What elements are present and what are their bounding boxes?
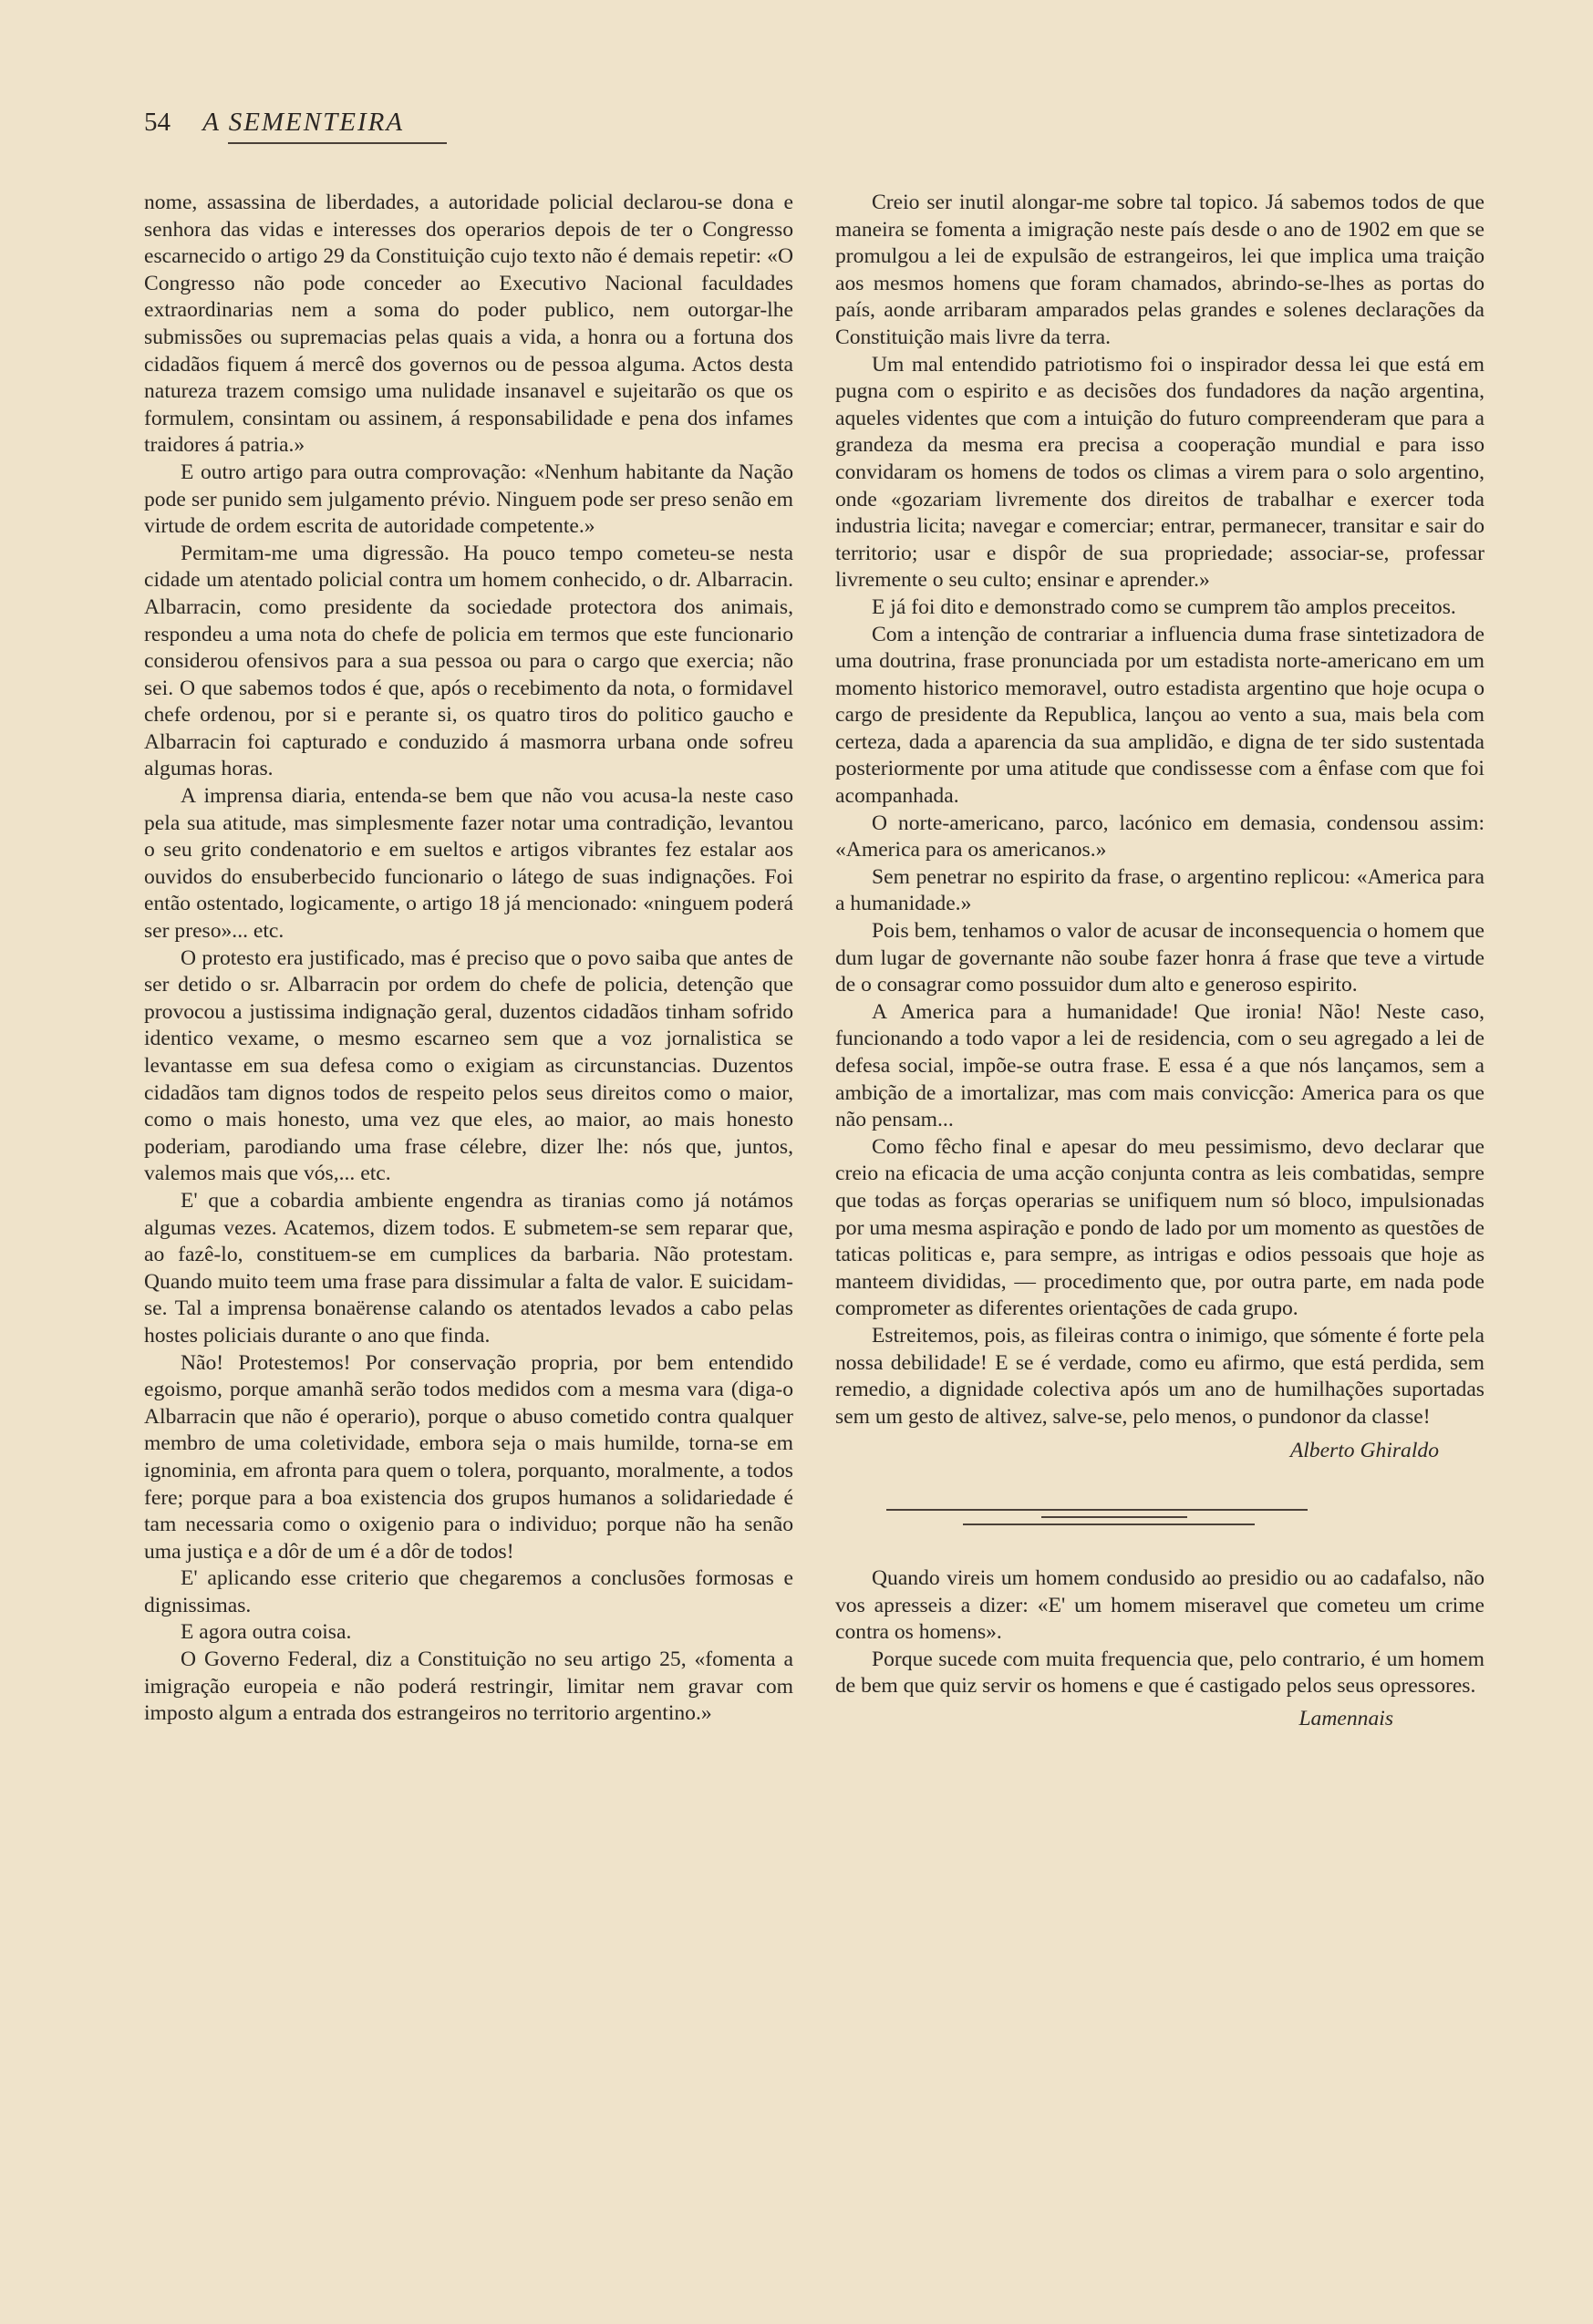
divider-line xyxy=(886,1509,1308,1511)
page-number: 54 xyxy=(144,108,171,137)
quote-paragraph: Quando vireis um homem condusido ao presidio ou ao cadafalso, não vos apresseis a dizer: «E' um homem miseravel que cometeu um crime contra os homens». xyxy=(835,1565,1484,1645)
paragraph: A America para a humanidade! Que ironia! Não! Neste caso, funcionando a todo vapor a lei de residencia, com o seu agregado a lei de defesa social, impõe-se outra frase. E essa é a que nós lançamos, sem a ambição de a imortalizar, mas com mais convicção: America para os que não pensam... xyxy=(835,999,1484,1132)
paragraph: A imprensa diaria, entenda-se bem que não vou acusa-la neste caso pela sua atitude, mas simplesmente fazer notar uma contradição, levantou o seu grito condenatorio e em sueltos e artigos vibrantes fez estalar aos ouvidos do ensuberbecido funcionario o látego de suas indignações. Foi então ostentado, logicamente, o artigo 18 já mencionado: «ninguem poderá ser preso»... etc. xyxy=(144,784,793,944)
section-divider xyxy=(835,1491,1484,1545)
quote-paragraph: Porque sucede com muita frequencia que, pelo contrario, é um homem de bem que quiz servir os homens e que é castigado pelos seus opressores. xyxy=(835,1647,1484,1699)
paragraph: Permitam-me uma digressão. Ha pouco tempo cometeu-se nesta cidade um atentado policial contra um homem conhecido, o dr. Albarracin. Albarracin, como presidente da sociedade protectora dos animais, respondeu a uma nota do chefe de policia em termos que este funcionario considerou ofensivos para a sua pessoa ou para o cargo que exercia; não sei. O que sabemos todos é que, após o recebimento da nota, o formidavel chefe ordenou, por si e perante si, os quatro tiros do politico gaucho e Albarracin foi capturado e conduzido á masmorra urbana onde sofreu algumas horas. xyxy=(144,541,793,781)
journal-title: A SEMENTEIRA xyxy=(202,108,405,137)
paragraph: Com a intenção de contrariar a influencia duma frase sintetizadora de uma doutrina, frase pronunciada por um estadista norte-americano em um momento historico memoravel, outro estadista argentino que hoje ocupa o cargo de presidente da Republica, lançou ao vento a sua, mais bela com certeza, dada a aparencia da sua amplidão, e digna de ter sido sustentada posteriormente por uma atitude que condissesse com a ênfase com que foi acompanhada. xyxy=(835,622,1484,809)
quote-signature: Lamennais xyxy=(1298,1706,1393,1730)
author-signature: Alberto Ghiraldo xyxy=(1289,1439,1439,1463)
paragraph: Não! Protestemos! Por conservação propria, por bem entendido egoismo, porque amanhã serão todos medidos com a mesma vara (diga-o Albarracin que não é operario), porque o abuso cometido contra qualquer membro de uma coletividade, embora seja o mais humilde, torna-se em ignominia, em afronta para quem o tolera, porquanto, moralmente, a todos fere; porque para a boa existencia dos grupos humanos a solidariedade é tam necessaria como o oxigenio para o individuo; porque não ha senão uma justiça e a dôr de um é a dôr de todos! xyxy=(144,1350,793,1564)
paragraph: Creio ser inutil alongar-me sobre tal topico. Já sabemos todos de que maneira se fomenta a imigração neste país desde o ano de 1902 em que se promulgou a lei de expulsão de estrangeiros, lei que implica uma traição aos mesmos homens que foram chamados, abrindo-se-lhes as portas do país, aonde arribaram amparados pelas grandes e solenes declarações da Constituição mais livre da terra. xyxy=(835,191,1484,349)
divider-line xyxy=(963,1524,1255,1525)
page-header xyxy=(144,108,404,137)
left-column xyxy=(144,190,793,1728)
paragraph: Um mal entendido patriotismo foi o inspirador dessa lei que está em pugna com o espirito e as decisões dos fundadores da nação argentina, aqueles videntes que com a intuição do futuro compreenderam que para a grandeza da mesma era precisa a cooperação mundial e para isso convidaram os homens de todos os climas a virem para o solo argentino, onde «gozariam livremente dos direitos de trabalhar e exercer toda industria licita; navegar e comerciar; entrar, permanecer, transitar e sair do territorio; usar e dispôr de sua propriedade; associar-se, professar livremente o seu culto; ensinar e aprender.» xyxy=(835,352,1484,593)
header-underline xyxy=(228,142,447,144)
paragraph: Sem penetrar no espirito da frase, o argentino replicou: «America para a humanidade.» xyxy=(835,864,1484,916)
paragraph: Como fêcho final e apesar do meu pessimismo, devo declarar que creio na eficacia de uma acção conjunta contra as leis combatidas, sempre que todas as forças operarias se unifiquem num só bloco, impulsionadas por uma mesma aspiração e pondo de lado por um momento as questões de taticas politicas e, para sempre, as intrigas e odios pessoais que hoje as manteem divididas, — procedimento que, por outra parte, em nada pode comprometer as diferentes orientações de cada grupo. xyxy=(835,1134,1484,1321)
paragraph: E outro artigo para outra comprovação: «Nenhum habitante da Nação pode ser punido sem julgamento prévio. Ninguem pode ser preso senão em virtude de ordem escrita de autoridade competente.» xyxy=(144,460,793,539)
paragraph: Pois bem, tenhamos o valor de acusar de inconsequencia o homem que dum lugar de governante não soube fazer honra á frase que teve a virtude de o consagrar como possuidor dum alto e generoso espirito. xyxy=(835,919,1484,997)
paragraph: nome, assassina de liberdades, a autoridade policial declarou-se dona e senhora das vidas e interesses dos operarios depois de ter o Congresso escarnecido o artigo 29 da Constituição cujo texto não é demais repetir: «O Congresso não pode conceder ao Executivo Nacional faculdades extraordinarias nem a soma do poder publico, nem outorgar-lhe submissões ou supremacias pelas quais a vida, a honra ou a fortuna dos cidadãos fiquem á mercê dos governos ou de pessoa alguma. Actos desta natureza trazem comsigo uma nulidade insanavel e sujeitarão os que os formulem, consintam ou assinem, á responsabilidade e pena dos infames traidores á patria.» xyxy=(144,191,793,458)
paragraph: E' aplicando esse criterio que chegaremos a conclusões formosas e dignissimas. xyxy=(144,1566,793,1617)
paragraph: Estreitemos, pois, as fileiras contra o inimigo, que sómente é forte pela nossa debilidade! E se é verdade, como eu afirmo, que está perdida, sem remedio, a dignidade colectiva após um ano de humilhações suportadas sem um gesto de altivez, salve-se, pelo menos, o pundonor da classe! xyxy=(835,1323,1484,1429)
divider-line xyxy=(1041,1516,1187,1518)
paragraph: O Governo Federal, diz a Constituição no seu artigo 25, «fomenta a imigração europeia e não poderá restringir, limitar nem gravar com imposto algum a entrada dos estrangeiros no territorio argentino.» xyxy=(144,1647,793,1726)
right-column xyxy=(835,190,1484,1732)
paragraph: E' que a cobardia ambiente engendra as tiranias como já notámos algumas vezes. Acatemos, dizem todos. E submetem-se sem reparar que, ao fazê-lo, constituem-se em cumplices da barbaria. Não protestam. Quando muito teem uma frase para dissimular a falta de valor. E suicidam-se. Tal a imprensa bonaërense calando os atentados levados a cabo pelas hostes policiais durante o ano que finda. xyxy=(144,1188,793,1348)
paragraph: O protesto era justificado, mas é preciso que o povo saiba que antes de ser detido o sr. Albarracin por ordem do chefe de policia, detenção que provocou a justissima indignação geral, duzentos cidadãos tinham sofrido identico vexame, o mesmo escarneo sem que a voz jornalistica se levantasse em sua defesa como o exigiam as circunstancias. Duzentos cidadãos tam dignos todos de respeito pelos seus direitos como o maior, como o mais honesto, uma vez que eles, ao maior, ao mais honesto poderiam, parodiando uma frase célebre, dizer lhe: nós que, juntos, valemos mais que vós,... etc. xyxy=(144,945,793,1186)
paragraph: E já foi dito e demonstrado como se cumprem tão amplos preceitos. xyxy=(872,594,1456,619)
paragraph: O norte-americano, parco, lacónico em demasia, condensou assim: «America para os americanos.» xyxy=(835,811,1484,862)
paragraph: E agora outra coisa. xyxy=(181,1620,352,1645)
epigraph-quote xyxy=(835,1565,1484,1733)
